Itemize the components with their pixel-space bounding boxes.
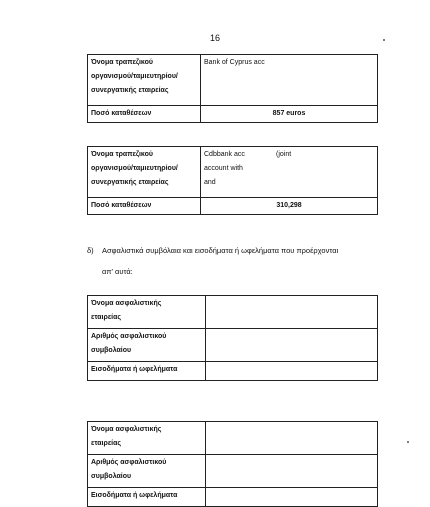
label-line: οργανισμού/ταμιευτηρίου/ xyxy=(91,73,178,80)
insurance-company-value xyxy=(206,296,378,329)
label-line: Αριθμός ασφαλιστικού xyxy=(91,459,167,466)
income-row xyxy=(88,362,378,381)
deposit-amount-value: 310,298 xyxy=(201,198,378,215)
bank-name-row xyxy=(88,55,378,106)
section-d-line-1 xyxy=(87,240,377,261)
page-number: 16 xyxy=(209,33,220,43)
label-line: συνεργατικής εταιρείας xyxy=(91,179,169,186)
deposit-amount-label: Ποσό καταθέσεων xyxy=(88,198,201,215)
insurance-table-2 xyxy=(87,421,378,507)
deposit-amount-value: 857 euros xyxy=(201,106,378,123)
policy-number-row xyxy=(88,329,378,362)
label-line: Όνομα τραπεζικού xyxy=(91,59,153,66)
policy-number-row xyxy=(88,455,378,488)
value-line: Bank of Cyprus acc xyxy=(204,59,265,66)
deposit-amount-label: Ποσό καταθέσεων xyxy=(88,106,201,123)
income-value xyxy=(206,362,378,381)
section-d-text: Ασφαλιστικά συμβόλαια και εισοδήματα ή ωφελήματα που προέρχονται xyxy=(102,246,339,255)
bank-deposit-table-1 xyxy=(87,54,378,123)
deposit-amount-row xyxy=(88,198,378,215)
insurance-company-label xyxy=(88,422,206,455)
policy-number-value xyxy=(206,455,378,488)
redaction xyxy=(247,151,274,158)
bank-name-value xyxy=(201,55,378,106)
section-marker: δ) xyxy=(87,246,94,255)
insurance-company-row xyxy=(88,296,378,329)
bank-name-row xyxy=(88,147,378,198)
insurance-company-label xyxy=(88,296,206,329)
policy-number-value xyxy=(206,329,378,362)
label-line: Όνομα τραπεζικού xyxy=(91,151,153,158)
scan-speck xyxy=(383,39,385,41)
section-d-heading xyxy=(87,240,377,282)
insurance-company-row xyxy=(88,422,378,455)
bank-name-label xyxy=(88,55,201,106)
income-value xyxy=(206,488,378,507)
policy-number-label xyxy=(88,329,206,362)
value-line-1 xyxy=(204,148,374,162)
value-line-2: account with xyxy=(204,165,243,172)
label-line: εταιρείας xyxy=(91,440,122,447)
bank-deposit-table-2 xyxy=(87,146,378,215)
scan-speck xyxy=(407,441,409,443)
insurance-company-value xyxy=(206,422,378,455)
policy-number-label xyxy=(88,455,206,488)
insurance-table-1 xyxy=(87,295,378,381)
value-line-3: and xyxy=(204,179,216,186)
income-row xyxy=(88,488,378,507)
section-d-line-2: απ' αυτά: xyxy=(102,267,133,276)
income-label: Εισοδήματα ή ωφελήματα xyxy=(88,362,206,381)
bank-name-label xyxy=(88,147,201,198)
label-line: συμβολαίου xyxy=(91,473,132,480)
label-line: οργανισμού/ταμιευτηρίου/ xyxy=(91,165,178,172)
label-line: εταιρείας xyxy=(91,314,122,321)
joint-text: (joint xyxy=(276,151,292,158)
label-line: Αριθμός ασφαλιστικού xyxy=(91,333,167,340)
label-line: Όνομα ασφαλιστικής xyxy=(91,426,162,433)
income-label: Εισοδήματα ή ωφελήματα xyxy=(88,488,206,507)
deposit-amount-row xyxy=(88,106,378,123)
bank-account-text: Cdbbank acc xyxy=(204,151,245,158)
label-line: Όνομα ασφαλιστικής xyxy=(91,300,162,307)
label-line: συνεργατικής εταιρείας xyxy=(91,87,169,94)
label-line: συμβολαίου xyxy=(91,347,132,354)
bank-name-value xyxy=(201,147,378,198)
